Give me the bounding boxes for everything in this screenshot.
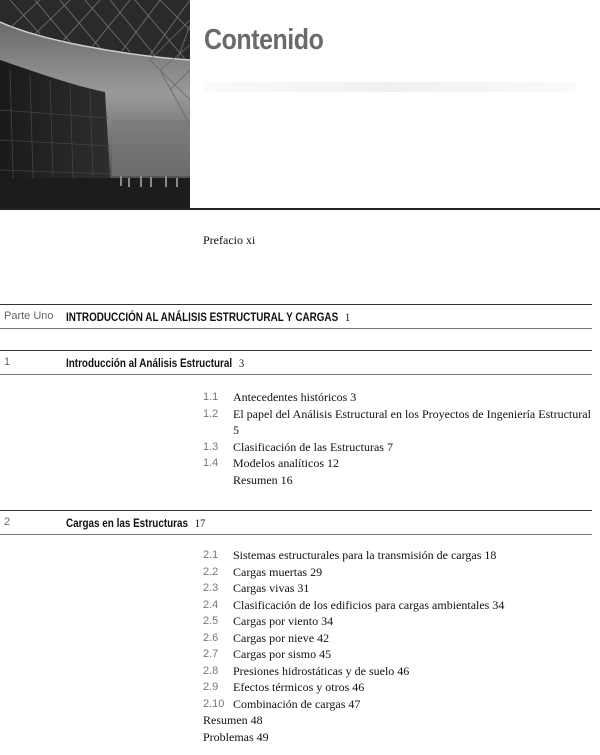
toc-section-number: 2.10 <box>203 697 225 710</box>
toc-section-number: 2.8 <box>203 664 219 677</box>
toc-section-number: 2.9 <box>203 681 219 693</box>
toc-entry-1-1[interactable] <box>203 389 593 406</box>
chapter-1-title-text: Introducción al Análisis Estructural <box>66 358 233 370</box>
chapter-2-number: 2 <box>4 516 11 528</box>
part-bottom-rule <box>0 328 592 329</box>
toc-section-title: Cargas por sismo 45 <box>233 647 332 661</box>
toc-section-number: 1.2 <box>203 407 219 420</box>
part-top-rule <box>0 304 592 305</box>
toc-section-number: 1.3 <box>203 440 219 453</box>
decorative-faint-band <box>205 82 575 92</box>
toc-section-number: 2.2 <box>203 565 219 578</box>
toc-entry-2-4[interactable] <box>203 597 593 614</box>
toc-entry-1-3[interactable] <box>203 439 593 456</box>
toc-section-title: Clasificación de las Estructuras 7 <box>233 439 393 454</box>
toc-section-title: Antecedentes históricos 3 <box>233 390 357 404</box>
toc-section-title: Efectos térmicos y otros 46 <box>233 680 365 694</box>
toc-entry-2-9[interactable] <box>203 679 593 696</box>
toc-section-title: Presiones hidrostáticas y de suelo 46 <box>233 663 410 678</box>
toc-section-title: Resumen 16 <box>233 472 293 487</box>
toc-section-number: 2.1 <box>203 549 219 561</box>
toc-entry-2-6[interactable] <box>203 630 593 647</box>
chapter-1-section-list <box>203 389 593 488</box>
toc-section-number: 1.1 <box>203 391 219 403</box>
toc-section-number: 2.5 <box>203 615 219 627</box>
toc-entry-resumen-2[interactable] <box>203 712 593 729</box>
part-label: Parte Uno <box>4 310 54 322</box>
chapter-1-top-rule <box>0 350 592 351</box>
toc-section-number: 2.6 <box>203 631 219 644</box>
toc-section-title: Cargas vivas 31 <box>233 581 310 595</box>
toc-entry-2-5[interactable] <box>203 613 593 630</box>
toc-entry-2-10[interactable] <box>203 696 593 713</box>
chapter-1-bottom-rule <box>0 374 592 375</box>
toc-section-title: Clasificación de los edificios para cargas ambientales 34 <box>233 597 505 612</box>
toc-section-title: Cargas por nieve 42 <box>233 630 330 645</box>
chapter-2-bottom-rule <box>0 534 592 535</box>
toc-entry-2-7[interactable] <box>203 646 593 663</box>
toc-section-title: Problemas 49 <box>203 729 269 744</box>
toc-section-title: Modelos analíticos 12 <box>233 456 339 470</box>
toc-section-title: El papel del Análisis Estructural en los Proyectos de Ingeniería Estructural 5 <box>233 406 591 437</box>
toc-entry-2-2[interactable] <box>203 564 593 581</box>
toc-entry-1-2[interactable] <box>203 406 593 439</box>
chapter-2-top-rule <box>0 510 592 511</box>
toc-section-title: Cargas por viento 34 <box>233 614 334 628</box>
toc-section-title: Cargas muertas 29 <box>233 564 323 579</box>
part-title-text: INTRODUCCIÓN AL ANÁLISIS ESTRUCTURAL Y CARGAS <box>66 312 339 324</box>
toc-section-title: Resumen 48 <box>203 713 263 727</box>
canopy-photo-illustration <box>0 0 190 208</box>
toc-entry-2-8[interactable] <box>203 663 593 680</box>
header-divider <box>0 208 600 210</box>
chapter-1-title <box>66 356 244 371</box>
header-photo <box>0 0 190 208</box>
chapter-2-title-text: Cargas en las Estructuras <box>66 518 189 530</box>
toc-section-number: 1.4 <box>203 457 219 469</box>
chapter-2-title <box>66 516 205 531</box>
prefacio-entry[interactable]: Prefacio xi <box>203 233 256 247</box>
toc-section-number: 2.3 <box>203 582 219 594</box>
chapter-2-section-list <box>203 547 593 745</box>
toc-entry-problemas-2[interactable] <box>203 729 593 746</box>
part-page-number: 1 <box>345 310 351 324</box>
page-title: Contenido <box>204 24 324 56</box>
toc-section-number: 2.7 <box>203 648 219 660</box>
toc-section-title: Combinación de cargas 47 <box>233 696 361 711</box>
chapter-1-page-number: 3 <box>239 356 245 370</box>
toc-entry-1-4[interactable] <box>203 455 593 472</box>
toc-entry-2-3[interactable] <box>203 580 593 597</box>
toc-section-number: 2.4 <box>203 598 219 611</box>
toc-entry-resumen-1[interactable] <box>203 472 593 489</box>
chapter-1-number: 1 <box>4 356 11 368</box>
toc-entry-2-1[interactable] <box>203 547 593 564</box>
chapter-2-page-number: 17 <box>194 516 206 530</box>
toc-section-title: Sistemas estructurales para la transmisión de cargas 18 <box>233 548 497 562</box>
part-title <box>66 310 350 325</box>
